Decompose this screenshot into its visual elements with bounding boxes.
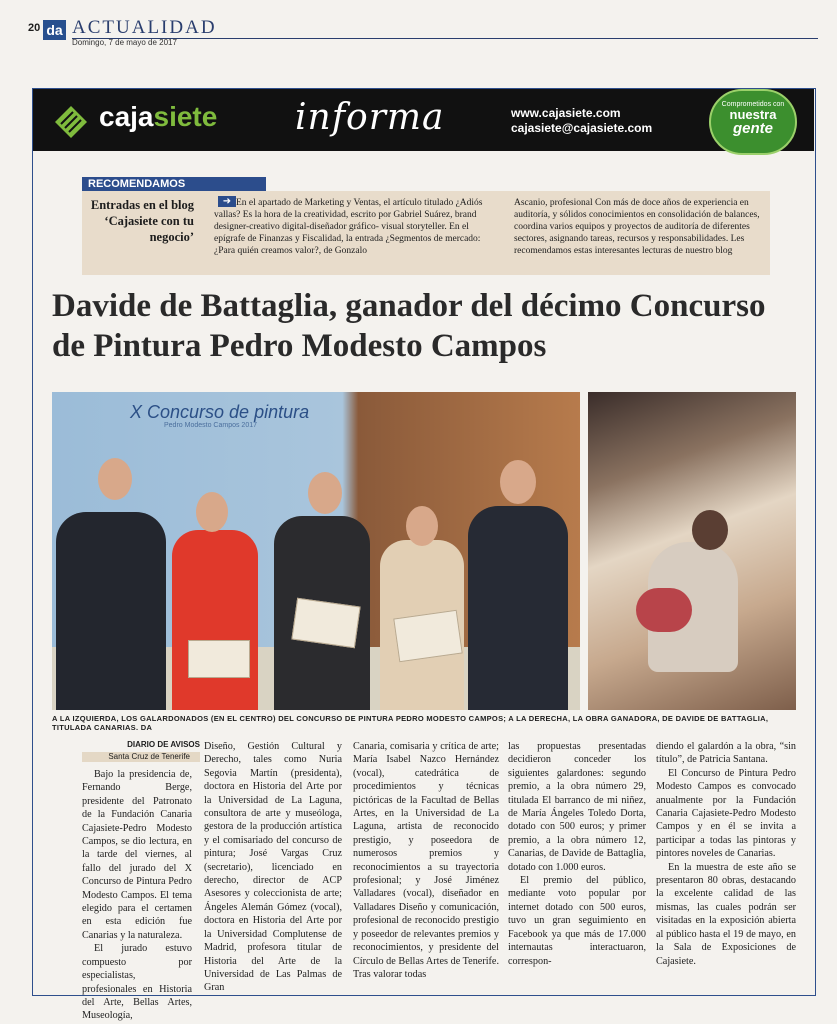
paragraph: Canaria, comisaria y crítica de arte; María Isabel Nazco Hernández (vocal), catedrática de procedimientos y técnicas pictóricas de la Facultad de Bellas Artes, en la Universidad de La Laguna, artista de reconocido prestigio, y poseedora de numerosos premios y reconocimientos a su trayectoria profesional; y José Jiménez Valladares (vocal), diseñador en Valladares Diseño y comunicación, profesional de reconocido prestigio y poseedor de relevantes premios y reconocimientos, y presidente del Círculo de Bellas Artes de Tenerife. Tras valorar todas	[353, 741, 499, 980]
recomendamos-text-1: En el apartado de Marketing y Ventas, el artículo titulado ¿Adiós vallas? Es la hora de la creatividad, escrito por Gabriel Suárez, brand designer-creativo digital-diseñador gráfico- visual storyteller. En el epígrafe de Finanzas y Fiscalidad, la entrada ¿Segmentos de mercado: ¿Para quién creamos valor?, de Gonzalo	[214, 198, 483, 256]
person-1	[56, 512, 166, 710]
article-column-3	[353, 740, 499, 981]
recomendamos-label: RECOMENDAMOS	[82, 177, 266, 191]
paragraph: Bajo la presidencia de, Fernando Berge, presidente del Patronato de la Fundación Canaria Cajasiete-Pedro Modesto Campos, se dio lectura, en la tarde del viernes, al fallo del jurado del X Concurso de Pintura Pedro Modesto Campos. El tema elegido para el certamen en esta edición fue Canarias y la naturaleza.	[82, 769, 192, 941]
brand-part-siete: siete	[153, 101, 218, 132]
screen-subtitle: Pedro Modesto Campos 2017	[164, 422, 257, 429]
arrow-right-icon: ➜	[218, 196, 236, 207]
paragraph: El Concurso de Pintura Pedro Modesto Campos es convocado anualmente por la Fundación Canaria Cajasiete-Pedro Modesto Campos y en él se invita a participar a todas las pintoras y pintores noveles de Canarias.	[656, 767, 796, 860]
screen-title: X Concurso de pintura	[130, 402, 310, 422]
person-5	[468, 506, 568, 710]
informa-title: informa	[295, 97, 445, 138]
publication-date: Domingo, 7 de mayo de 2017	[72, 38, 177, 47]
person-2-head	[196, 492, 228, 532]
masthead	[28, 17, 818, 47]
recomendamos-title: Entradas en el blog ‘Cajasiete con tu negocio’	[90, 198, 194, 244]
byline-source: DIARIO DE AVISOS	[127, 740, 200, 749]
paragraph: El jurado estuvo compuesto por especialistas, profesionales en Historia del Arte, Bellas Artes, Museología,	[82, 943, 192, 1022]
nuestra-gente-seal	[709, 89, 797, 155]
painting-figure-head	[692, 510, 728, 550]
article-column-1	[82, 768, 192, 1023]
winning-painting-photo	[588, 392, 796, 710]
paragraph: diendo el galardón a la obra, “sin título”, de Patricia Santana.	[656, 741, 796, 766]
seal-line-3: gente	[732, 120, 773, 137]
article-column-2	[204, 740, 342, 995]
diploma-1	[188, 640, 250, 678]
website-link[interactable]: www.cajasiete.com	[511, 106, 621, 120]
page-number: 20	[28, 22, 41, 34]
recomendamos-box	[82, 191, 770, 275]
person-1-head	[98, 458, 132, 500]
cajasiete-logo-icon	[53, 102, 89, 138]
paragraph: En la muestra de este año se presentaron 80 obras, destacando la excelente calidad de las mismas, las cuales podrán ser visitadas en la exposición abierta al público hasta el 19 de mayo, en la Sala de Exposiciones de Cajasiete.	[656, 861, 796, 967]
recomendamos-text-2: Ascanio, profesional Con más de doce años de experiencia en auditoría, y sólidos conocimientos en consolidación de balances, coordina varios equipos y proyectos de auditoría de diferentes sectores, asignando tareas, recursos y responsabilidades. Les recomendamos estas interesantes lecturas de nuestro blog	[514, 198, 760, 256]
email-link[interactable]: cajasiete@cajasiete.com	[511, 121, 653, 135]
seal-line-1: Comprometidos con	[721, 101, 785, 108]
award-ceremony-photo	[52, 392, 580, 710]
paragraph: Diseño, Gestión Cultural y Derecho, tales como Nuria Segovia Martín (presidenta), doctora en Historia del Arte por la Universidad de La Laguna, consultora de arte y museóloga, gestora de la producción artística y el comisariado del concurso de pintura; José Vargas Cruz (secretario), licenciado en derecho, director de ACP Asesores y coleccionista de arte; Ángeles Alemán Gómez (vocal), doctora en Historia del Arte por la Universidad Complutense de Madrid, profesora titular de Historia del Arte de la Universidad de Las Palmas de Gran	[204, 741, 342, 994]
diploma-3	[393, 610, 463, 662]
photo-caption: A LA IZQUIERDA, LOS GALARDONADOS (EN EL CENTRO) DEL CONCURSO DE PINTURA PEDRO MODESTO CAMPOS; A LA DERECHA, LA OBRA GANADORA, DE DAVIDE DE BATTAGLIA, TITULADA CANARIAS. DA	[52, 714, 769, 732]
brand-part-caja: caja	[99, 101, 154, 132]
paragraph: las propuestas presentadas decidieron conceder los siguientes galardones: segundo premio, a la obra número 29, titulada El barranco de mi niñez, de María Ángeles Toledo Dorta, dotado con 500 euros; y primer premio, a la obra número 12, Canarias, de Davide de Battaglia, dotado con 1.000 euros.	[508, 741, 646, 873]
seal-line-2: nuestra	[729, 107, 777, 122]
byline-place: Santa Cruz de Tenerife	[82, 752, 200, 762]
contact-block	[511, 106, 652, 136]
person-3-head	[308, 472, 342, 514]
person-2	[172, 530, 258, 710]
person-4-head	[406, 506, 438, 546]
masthead-rule	[72, 38, 818, 39]
headline: Davide de Battaglia, ganador del décimo Concurso de Pintura Pedro Modesto Campos	[52, 288, 766, 364]
cajasiete-banner	[33, 89, 814, 151]
da-logo: da	[43, 20, 66, 40]
brand-name	[99, 101, 217, 133]
person-5-head	[500, 460, 536, 504]
paragraph: El premio del público, mediante voto popular por internet dotado con 500 euros, tuvo un gran seguimiento en Facebook ya que más de 17.000 internautas interactuaron, correspon-	[508, 875, 646, 967]
painting-red-skirt	[636, 588, 692, 632]
section-title: ACTUALIDAD	[72, 17, 217, 38]
article-column-5	[656, 740, 796, 968]
diploma-2	[291, 598, 360, 648]
article-column-4	[508, 740, 646, 968]
